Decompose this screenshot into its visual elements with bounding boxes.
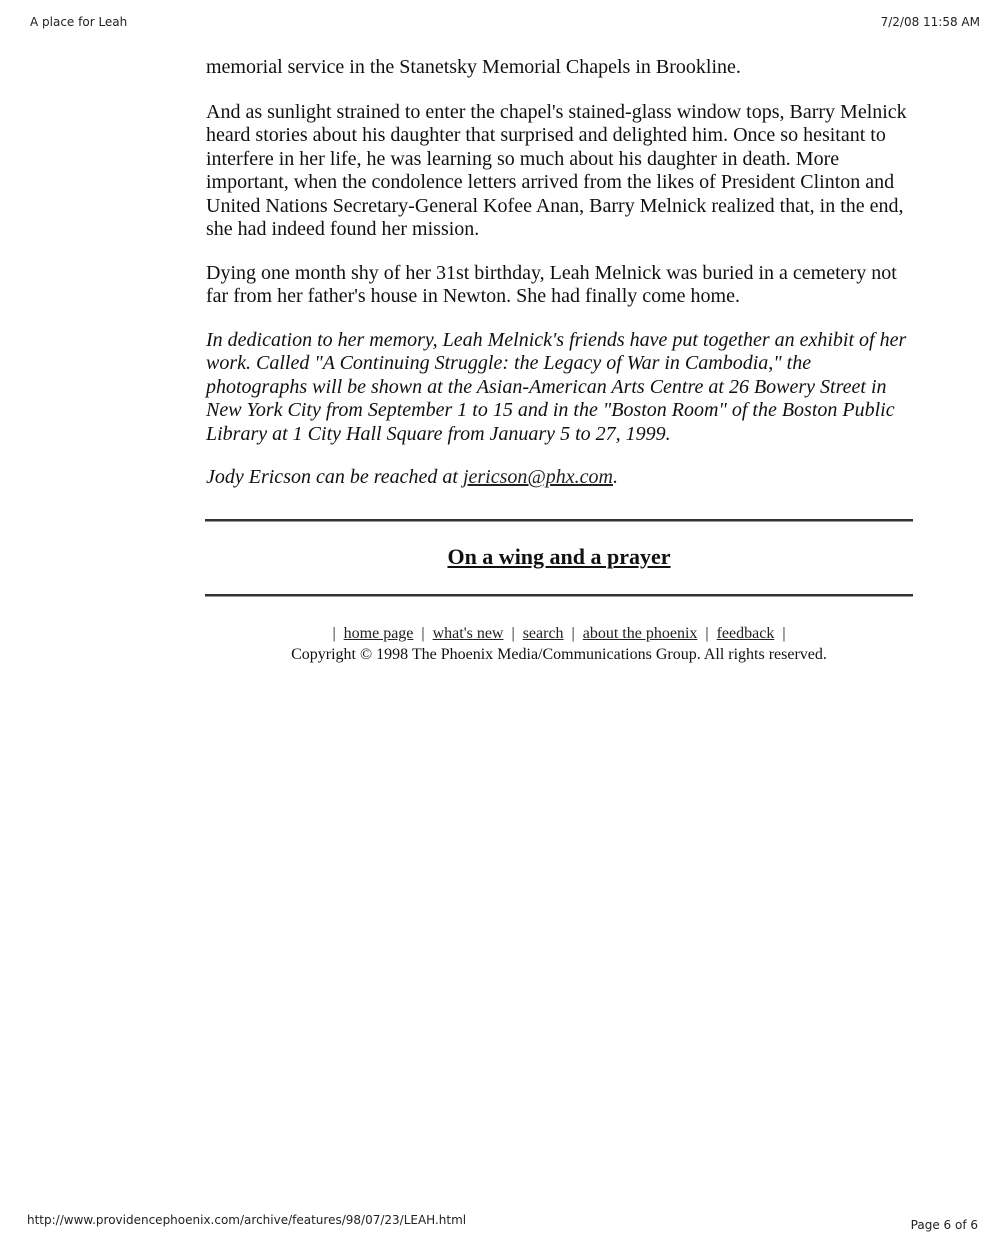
divider-top (205, 519, 913, 522)
nav-separator: | (421, 625, 425, 642)
print-footer-url: http://www.providencephoenix.com/archive/features/98/07/23/LEAH.html (27, 1213, 467, 1227)
print-header-title: A place for Leah (30, 15, 128, 29)
author-contact-end: . (612, 466, 618, 488)
nav-separator: | (705, 625, 709, 642)
nav-home-page-link[interactable]: home page (343, 625, 414, 642)
paragraph-3: Dying one month shy of her 31st birthday, Leah Melnick was buried in a cemetery not far from her father's house in Newton. She had finally come home. (206, 261, 897, 307)
author-contact (206, 466, 916, 490)
nav-separator: | (332, 625, 336, 642)
nav-separator: | (511, 625, 515, 642)
author-contact-text: Jody Ericson can be reached at (206, 466, 463, 488)
paragraph-1: memorial service in the Stanetsky Memorial Chapels in Brookline. (206, 56, 741, 78)
nav-feedback-link[interactable]: feedback (716, 625, 775, 642)
paragraph-2: And as sunlight strained to enter the chapel's stained-glass window tops, Barry Melnick heard stories about his daughter that surprised and delighted him. Once so hesitant to interfere in her life, he was learning so much about his daughter in death. More important, when the condolence letters arrived from the likes of President Clinton and United Nations Secretary-General Kofee Anan, Barry Melnick realized that, in the end, she had indeed found her mission. (206, 100, 907, 240)
divider-bottom (205, 594, 913, 597)
print-header-datetime: 7/2/08 11:58 AM (880, 15, 980, 29)
dedication-note: In dedication to her memory, Leah Melnick's friends have put together an exhibit of her work. Called "A Continuing Struggle: the Legacy of War in Cambodia," the photographs will be shown at the Asian-American Arts Centre at 26 Bowery Street in New York City from September 1 to 15 and in the "Boston Room" of the Boston Public Library at 1 City Hall Square from January 5 to 27, 1999. (206, 328, 907, 445)
nav-about-link[interactable]: about the phoenix (582, 625, 698, 642)
print-footer-page-number: Page 6 of 6 (910, 1218, 978, 1232)
related-story (205, 544, 913, 570)
site-nav (205, 624, 913, 644)
nav-whats-new-link[interactable]: what's new (432, 625, 504, 642)
author-email-link[interactable]: jericson@phx.com (462, 466, 613, 488)
nav-search-link[interactable]: search (522, 625, 564, 642)
nav-separator: | (782, 625, 786, 642)
related-story-link[interactable]: On a wing and a prayer (447, 544, 671, 569)
nav-separator: | (571, 625, 575, 642)
article-body (206, 56, 916, 490)
copyright-notice: Copyright © 1998 The Phoenix Media/Communications Group. All rights reserved. (291, 646, 827, 663)
